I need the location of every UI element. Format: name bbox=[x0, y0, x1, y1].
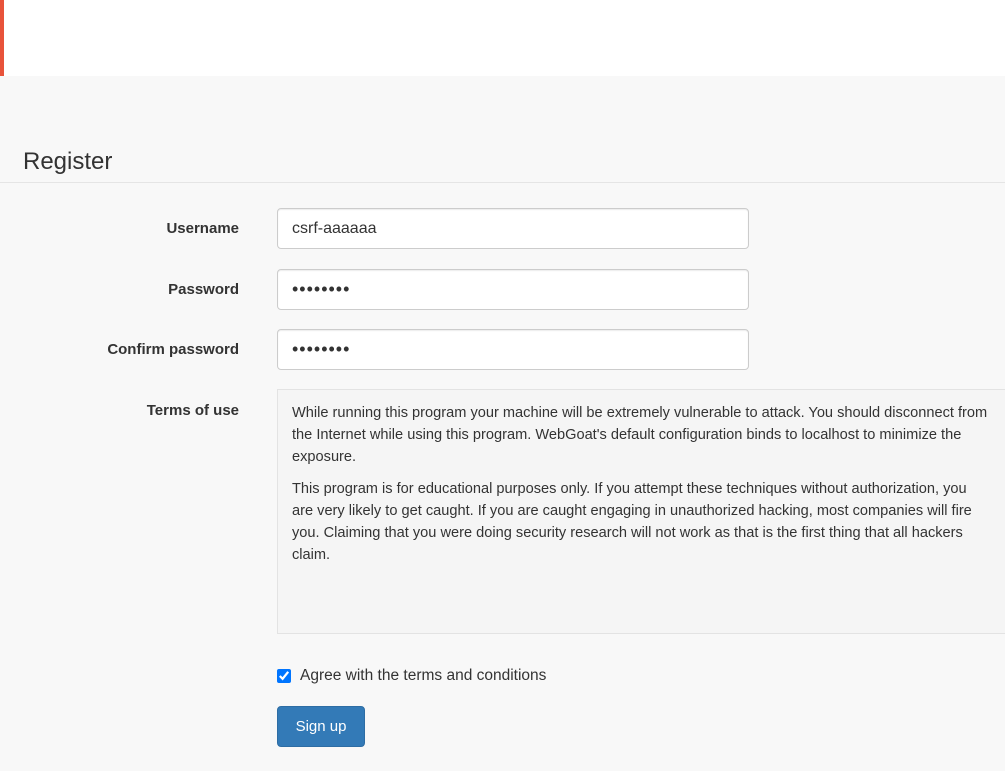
terms-paragraph: While running this program your machine will be extremely vulnerable to attack. You should disconnect from the Internet while using this program. WebGoat's default configuration binds to localhost to minimize the exposure. bbox=[292, 405, 988, 465]
username-label: Username bbox=[166, 220, 239, 237]
password-label: Password bbox=[168, 281, 239, 298]
sign-up-button[interactable]: Sign up bbox=[277, 706, 365, 747]
terms-label: Terms of use bbox=[146, 402, 239, 419]
agree-terms-checkbox[interactable] bbox=[277, 669, 291, 683]
register-panel bbox=[0, 76, 1005, 771]
password-input[interactable] bbox=[277, 269, 749, 310]
username-input[interactable] bbox=[277, 208, 749, 249]
terms-of-use-text bbox=[277, 389, 1005, 634]
confirm-password-label: Confirm password bbox=[107, 341, 239, 358]
top-header bbox=[0, 0, 1005, 76]
page-title: Register bbox=[23, 148, 113, 175]
title-divider bbox=[0, 182, 1005, 183]
confirm-password-input[interactable] bbox=[277, 329, 749, 370]
terms-paragraph: This program is for educational purposes only. If you attempt these techniques without authorization, you are very likely to get caught. If you are caught engaging in unauthorized hacking, most companies will fire you. Claiming that you were doing security research will not work as that is the first thing that all hackers claim. bbox=[292, 481, 972, 563]
agree-terms-row[interactable] bbox=[277, 666, 546, 686]
header-accent-strip bbox=[0, 0, 4, 76]
agree-terms-label: Agree with the terms and conditions bbox=[300, 667, 547, 684]
